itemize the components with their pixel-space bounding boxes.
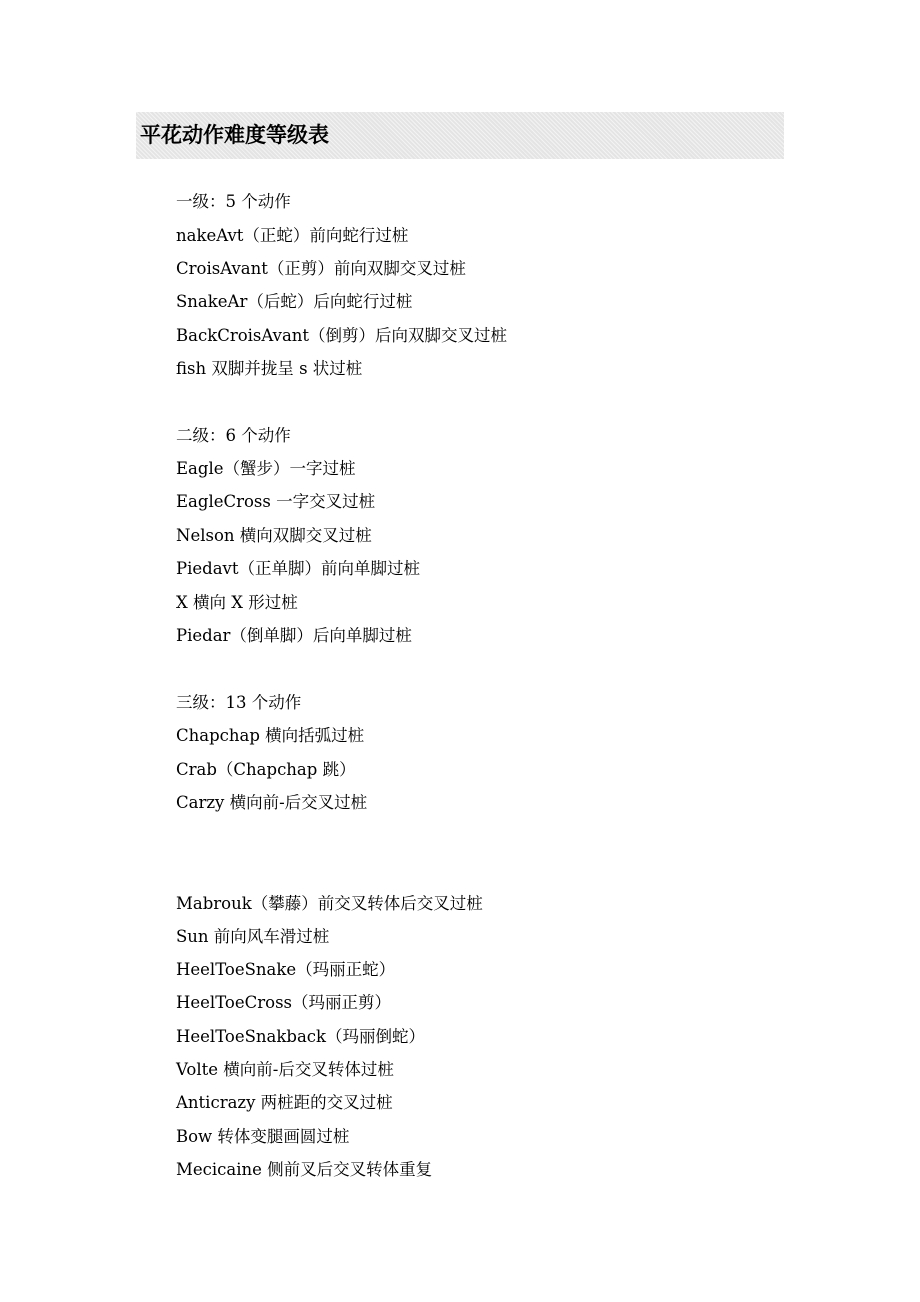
list-item: Sun 前向风车滑过桩 xyxy=(176,927,330,946)
list-item: Chapchap 横向括弧过桩 xyxy=(176,726,365,745)
list-item: Mabrouk（攀藤）前交叉转体后交叉过桩 xyxy=(176,894,483,913)
list-item: Bow 转体变腿画圆过桩 xyxy=(176,1127,350,1146)
list-item: SnakeAr（后蛇）后向蛇行过桩 xyxy=(176,292,413,311)
page-title: 平花动作难度等级表 xyxy=(140,123,329,147)
list-item: Mecicaine 侧前叉后交叉转体重复 xyxy=(176,1160,433,1179)
list-item: Piedavt（正单脚）前向单脚过桩 xyxy=(176,559,420,578)
list-item: Carzy 横向前-后交叉过桩 xyxy=(176,793,368,812)
title-banner xyxy=(136,112,784,159)
list-item: Volte 横向前-后交叉转体过桩 xyxy=(176,1060,394,1079)
list-item: HeelToeCross（玛丽正剪） xyxy=(176,993,391,1012)
list-item: Nelson 横向双脚交叉过桩 xyxy=(176,526,372,545)
list-item: BackCroisAvant（倒剪）后向双脚交叉过桩 xyxy=(176,326,508,345)
list-item: Anticrazy 两桩距的交叉过桩 xyxy=(176,1093,393,1112)
list-item: CroisAvant（正剪）前向双脚交叉过桩 xyxy=(176,259,466,278)
list-item: HeelToeSnakback（玛丽倒蛇） xyxy=(176,1027,426,1046)
list-item: Piedar（倒单脚）后向单脚过桩 xyxy=(176,626,412,645)
list-item: HeelToeSnake（玛丽正蛇） xyxy=(176,960,396,979)
list-item: X 横向 X 形过桩 xyxy=(176,593,298,612)
section-heading-level-2: 二级：6 个动作 xyxy=(176,426,291,445)
section-heading-level-3: 三级：13 个动作 xyxy=(176,693,302,712)
section-heading-level-1: 一级：5 个动作 xyxy=(176,192,291,211)
list-item: nakeAvt（正蛇）前向蛇行过桩 xyxy=(176,226,409,245)
list-item: Crab（Chapchap 跳） xyxy=(176,760,356,779)
list-item: fish 双脚并拢呈 s 状过桩 xyxy=(176,359,363,378)
list-item: EagleCross 一字交叉过桩 xyxy=(176,492,376,511)
list-item: Eagle（蟹步）一字过桩 xyxy=(176,459,356,478)
